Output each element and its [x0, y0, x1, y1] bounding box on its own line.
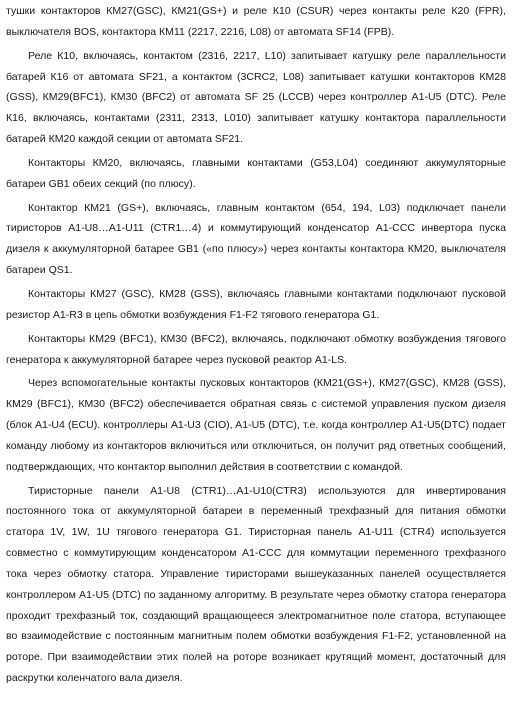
paragraph: Через вспомогательные контакты пусковых контакторов (КМ21(GS+), КМ27(GSC), КМ28 (GSS), КМ29 (BFC1), КМ30 (BFC2) обеспечивается обратная связь с системой управления пуском дизеля (блок A1-U4 (ECU). контроллеры A1-U3 (CIO), A1-U5 (DTC), т.е. когда контроллер A1-U5(DTC) подает команду любому из контакторов включиться или отключиться, он получит ряд ответных сообщений, подтверждающих, что контактор выполнил действия в соответствии с командой. [6, 377, 506, 473]
paragraph: Контактор КМ21 (GS+), включаясь, главным контактом (654, 194, L03) подключает панели тиристоров A1-U8…A1-U11 (CTR1…4) и коммутирующий конденсатор A1-CCC инвертора пуска дизеля к аккумуляторной батарее GB1 («по плюсу») через контакты контактора КМ20, выключателя батареи QS1. [6, 201, 506, 277]
paragraph: Контакторы КМ29 (BFC1), КМ30 (BFC2), включаясь, подключают обмотку возбуждения тягового генератора к аккумуляторной батарее через пусковой реактор A1-LS. [6, 332, 506, 366]
paragraph: Тиристорные панели A1-U8 (CTR1)…A1-U10(CTR3) используются для инвертирования постоянного тока от аккумуляторной батареи в переменный трехфазный для питания обмотки статора 1V, 1W, 1U тягового генератора G1. Тиристорная панель A1-U11 (CTR4) используется совместно с коммутирующим конденсатором A1-CCC для коммутации переменного трехфазного тока через обмотку статора. Управление тиристорами вышеуказанных панелей осуществляется контроллером A1-U5 (DTC) по заданному алгоритму. В результате через обмотку статора генератора проходит трехфазный ток, создающий вращающееся электромагнитное поле статора, вступающее во взаимодействие с постоянным магнитным полем обмотки возбуждения F1-F2, установленной на роторе. При взаимодействии этих полей на роторе возникает крутящий момент, достаточный для раскрутки коленчатого вала дизеля. [6, 484, 506, 685]
paragraph: тушки контакторов КМ27(GSC), КМ21(GS+) и реле К10 (CSUR) через контакты реле К20 (FPR), выключателя BOS, контактора КМ11 (2217, 2216, L08) от автомата SF14 (FPB). [6, 5, 506, 38]
paragraph: Реле К10, включаясь, контактом (2316, 2217, L10) запитывает катушку реле параллельности батарей К16 от автомата SF21, а контактом (3CRC2, L08) запитывает катушки контакторов КМ28 (GSS), КМ29(BFC1), КМ30 (BFC2) от автомата SF 25 (LCCB) через контроллер A1-U5 (DTC). Реле К16, включаясь, контактами (2311, 2313, L010) запитывает катушку контактора параллельности батарей КМ20 каждой секции от автомата SF21. [6, 49, 506, 146]
paragraph: Контакторы КМ20, включаясь, главными контактами (G53,L04) соединяют аккумуляторные батареи GB1 обеих секций (по плюсу). [6, 156, 506, 190]
paragraph: Контакторы КМ27 (GSC), КМ28 (GSS), включаясь главными контактами подключают пусковой резистор A1-R3 в цепь обмотки возбуждения F1-F2 тягового генератора G1. [6, 287, 506, 321]
